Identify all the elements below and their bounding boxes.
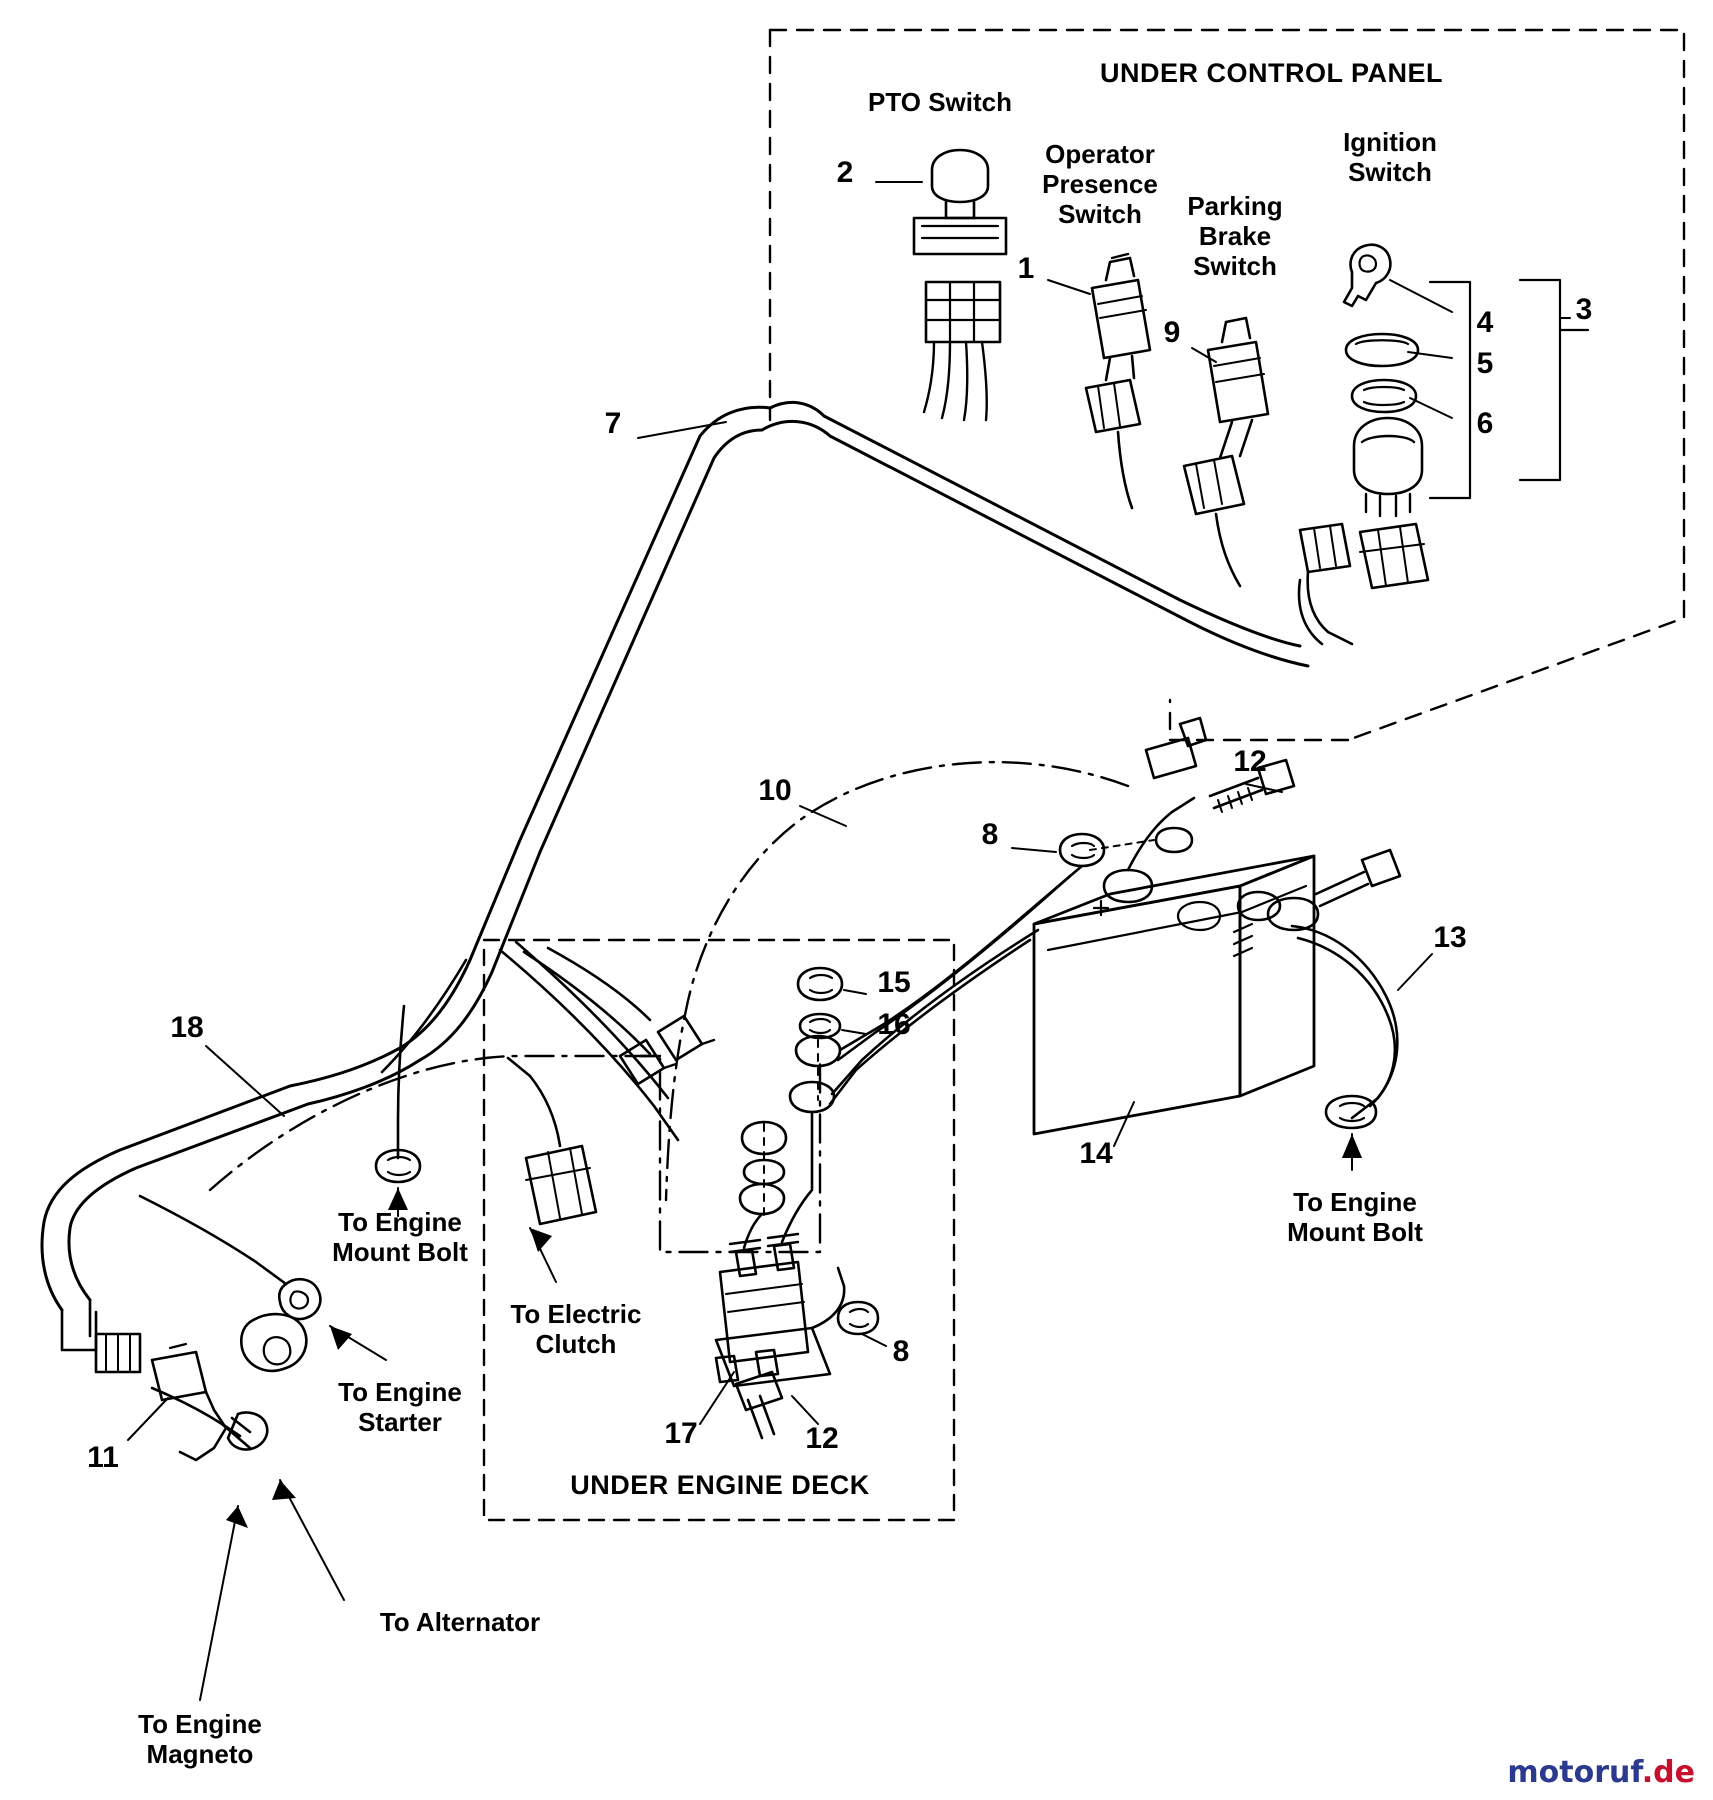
ops-switch-body <box>1092 280 1150 358</box>
harness-connector-a-ribs <box>1314 526 1336 568</box>
ring-engine-mount-left-hole <box>388 1157 410 1175</box>
ignition-nut-top <box>1356 340 1408 344</box>
arrow-to-magneto <box>226 1506 248 1528</box>
label-to-alternator: To Alternator <box>379 1607 541 1637</box>
harness-connector-a <box>1300 524 1350 572</box>
branch-bullet-1-tip <box>664 1064 676 1068</box>
arrow-to-engine-mount-right <box>1342 1134 1362 1158</box>
callout-12: 12 <box>1233 745 1267 778</box>
branch-bullet-2 <box>658 1016 702 1060</box>
battery-neg-cable2 <box>1298 938 1395 1106</box>
harness-trunk-left <box>400 407 770 1048</box>
solenoid-bolt-12-head <box>736 1372 782 1410</box>
ignition-leader-4 <box>1390 280 1452 312</box>
starter-lead <box>140 1196 286 1284</box>
section-title-control-panel: UNDER CONTROL PANEL <box>1100 58 1444 88</box>
solenoid-bracket-arm <box>812 1268 844 1328</box>
clutch-connector-lead <box>508 1058 560 1146</box>
ops-switch-plunger <box>1106 258 1134 280</box>
magneto-pigtail <box>180 1392 226 1460</box>
branch-1 <box>500 950 678 1140</box>
label-to-engine-mount-bolt-left: To Engine Mount Bolt <box>332 1207 468 1267</box>
leader-13 <box>1398 954 1432 990</box>
washer-8 <box>1060 834 1104 866</box>
callout-6: 6 <box>1476 407 1494 440</box>
leader-14 <box>1114 1102 1134 1146</box>
harness-connector-b <box>1360 524 1428 588</box>
pto-switch-wires <box>924 342 987 420</box>
leader-7 <box>638 422 726 438</box>
battery-vent-caps <box>1178 902 1220 930</box>
ops-switch-connector <box>1086 380 1140 432</box>
starter-boot <box>241 1314 306 1371</box>
starter-ring-terminal <box>279 1279 320 1319</box>
callout-16: 16 <box>877 1008 911 1041</box>
leader-12b <box>792 1396 818 1424</box>
callout-15: 15 <box>877 966 911 999</box>
ring-term-b <box>790 1082 834 1112</box>
neg-ring-bottom <box>1326 1096 1376 1128</box>
label-to-engine-starter: To Engine Starter <box>338 1377 462 1437</box>
pto-switch-body <box>914 218 1006 254</box>
brake-switch-wire <box>1220 420 1252 458</box>
watermark <box>1507 1755 1695 1790</box>
callout-9: 9 <box>1163 316 1181 349</box>
watermark-tld: .de <box>1641 1755 1695 1790</box>
brake-switch-connector-ribs <box>1196 460 1222 508</box>
control-panel-border <box>770 30 1684 740</box>
part-label-pto-switch: PTO Switch <box>868 87 1012 117</box>
leader-15 <box>844 990 866 994</box>
solenoid-lower-post-2 <box>756 1350 778 1376</box>
branch-1b <box>516 942 668 1098</box>
pto-switch-stem <box>946 202 974 218</box>
part-label-parking-brake-switch: Parking Brake Switch <box>1187 191 1283 281</box>
bolt-12 <box>1210 778 1262 808</box>
section-title-engine-deck: UNDER ENGINE DECK <box>570 1470 870 1500</box>
nut-15 <box>798 968 842 1000</box>
leader-to-engine-magneto <box>200 1506 238 1700</box>
ignition-washer <box>1352 380 1416 412</box>
callout-7: 7 <box>604 407 622 440</box>
leader-18 <box>206 1046 284 1116</box>
nut-15-inner <box>810 975 832 993</box>
pto-switch-body-shade <box>922 226 998 238</box>
battery-body <box>1034 886 1240 1134</box>
ignition-switch-terminals <box>1366 494 1410 516</box>
leader-16 <box>842 1030 866 1034</box>
pto-switch-harness-plug <box>926 282 1000 342</box>
ops-switch-ribs <box>1098 296 1146 318</box>
part-label-operator-presence-switch: Operator Presence Switch <box>1042 139 1158 229</box>
ring-term-lower <box>740 1184 784 1214</box>
brake-switch-plunger <box>1222 318 1250 342</box>
solenoid-washer-8-hole <box>850 1309 868 1327</box>
pto-switch-button <box>932 150 988 202</box>
solenoid-cable-up2 <box>782 1112 812 1242</box>
cable-to-ring-2b <box>830 940 1030 1104</box>
callout-4: 4 <box>1476 306 1494 339</box>
magneto-connector-tab <box>170 1344 186 1348</box>
battery-neg-cable <box>1292 926 1397 1118</box>
solenoid-ribs <box>726 1284 804 1312</box>
callout-11: 11 <box>87 1441 119 1474</box>
label-to-engine-magneto: To Engine Magneto <box>138 1709 262 1769</box>
ignition-switch-collar <box>1362 436 1414 442</box>
ops-switch-wire <box>1106 356 1134 380</box>
leader-8 <box>1012 848 1056 852</box>
leader-11 <box>128 1398 168 1440</box>
starter-ring-hole <box>290 1291 308 1308</box>
watermark-brand: motoruf <box>1507 1755 1642 1790</box>
harness-connector-lead2 <box>1299 580 1322 644</box>
magneto-connector <box>152 1352 206 1400</box>
callout-13: 13 <box>1433 921 1467 954</box>
callout-8: 8 <box>892 1335 910 1368</box>
arrow-to-alternator <box>272 1480 296 1500</box>
solenoid-post-2 <box>774 1244 794 1270</box>
ignition-key-hole <box>1360 255 1377 271</box>
harness-lead-engine-mount <box>398 1006 404 1158</box>
harness-trunk-upper <box>770 402 1300 646</box>
arrow-to-electric-clutch <box>530 1228 552 1252</box>
ignition-washer-inner <box>1364 387 1404 405</box>
battery-pos-cable <box>1128 798 1194 870</box>
ops-switch-plunger-tip <box>1112 254 1128 258</box>
ignition-switch-body <box>1354 418 1422 494</box>
clutch-connector <box>526 1146 596 1224</box>
cable-terminal-12-tab <box>1180 718 1206 746</box>
washer-16 <box>800 1014 840 1038</box>
callout-5: 5 <box>1476 347 1494 380</box>
branch-to-starter <box>382 960 466 1072</box>
callout-17: 17 <box>664 1417 698 1450</box>
ring-8 <box>1156 828 1192 852</box>
battery-pos-terminal <box>1104 870 1152 902</box>
ignition-key <box>1344 245 1390 306</box>
callout-1: 1 <box>1017 252 1035 285</box>
ops-switch-connector-ribs <box>1098 383 1120 428</box>
solenoid-washer-8 <box>838 1302 878 1334</box>
callout-8: 8 <box>981 818 999 851</box>
callout-10: 10 <box>758 774 792 807</box>
callout-14: 14 <box>1079 1137 1113 1170</box>
harness-trunk-left2 <box>420 430 762 1060</box>
callout-2: 2 <box>836 156 854 189</box>
callout-18: 18 <box>170 1011 204 1044</box>
battery-label-line <box>1234 924 1252 956</box>
label-to-engine-mount-bolt-right: To Engine Mount Bolt <box>1287 1187 1423 1247</box>
callout-3: 3 <box>1575 293 1593 326</box>
ops-switch-lead <box>1118 432 1132 508</box>
brake-switch-ribs <box>1214 358 1264 382</box>
starter-boot-inner <box>264 1337 291 1364</box>
pto-switch-plug-grid <box>926 282 1000 342</box>
washer-16-inner <box>810 1019 830 1033</box>
ignition-nut <box>1346 334 1418 366</box>
callout-12: 12 <box>805 1422 839 1455</box>
neg-bolt-13 <box>1316 872 1368 906</box>
leader-17 <box>700 1372 734 1424</box>
solenoid-cable-up <box>744 1214 762 1248</box>
label-to-electric-clutch: To Electric Clutch <box>510 1299 642 1359</box>
branch-bullet-2-tip <box>702 1040 714 1044</box>
ignition-bracket-line <box>1430 282 1470 498</box>
part-label-ignition-switch: Ignition Switch <box>1343 127 1437 187</box>
leader-1 <box>1048 280 1090 294</box>
harness-connector-lead <box>1308 572 1352 644</box>
ignition-leader-6 <box>1410 398 1452 418</box>
solenoid-post-1 <box>736 1250 756 1276</box>
neg-bolt-head-13 <box>1362 850 1400 886</box>
plug-connector-11-ribs <box>106 1334 130 1372</box>
brake-switch-lead <box>1216 514 1240 586</box>
leader-10 <box>800 806 846 826</box>
